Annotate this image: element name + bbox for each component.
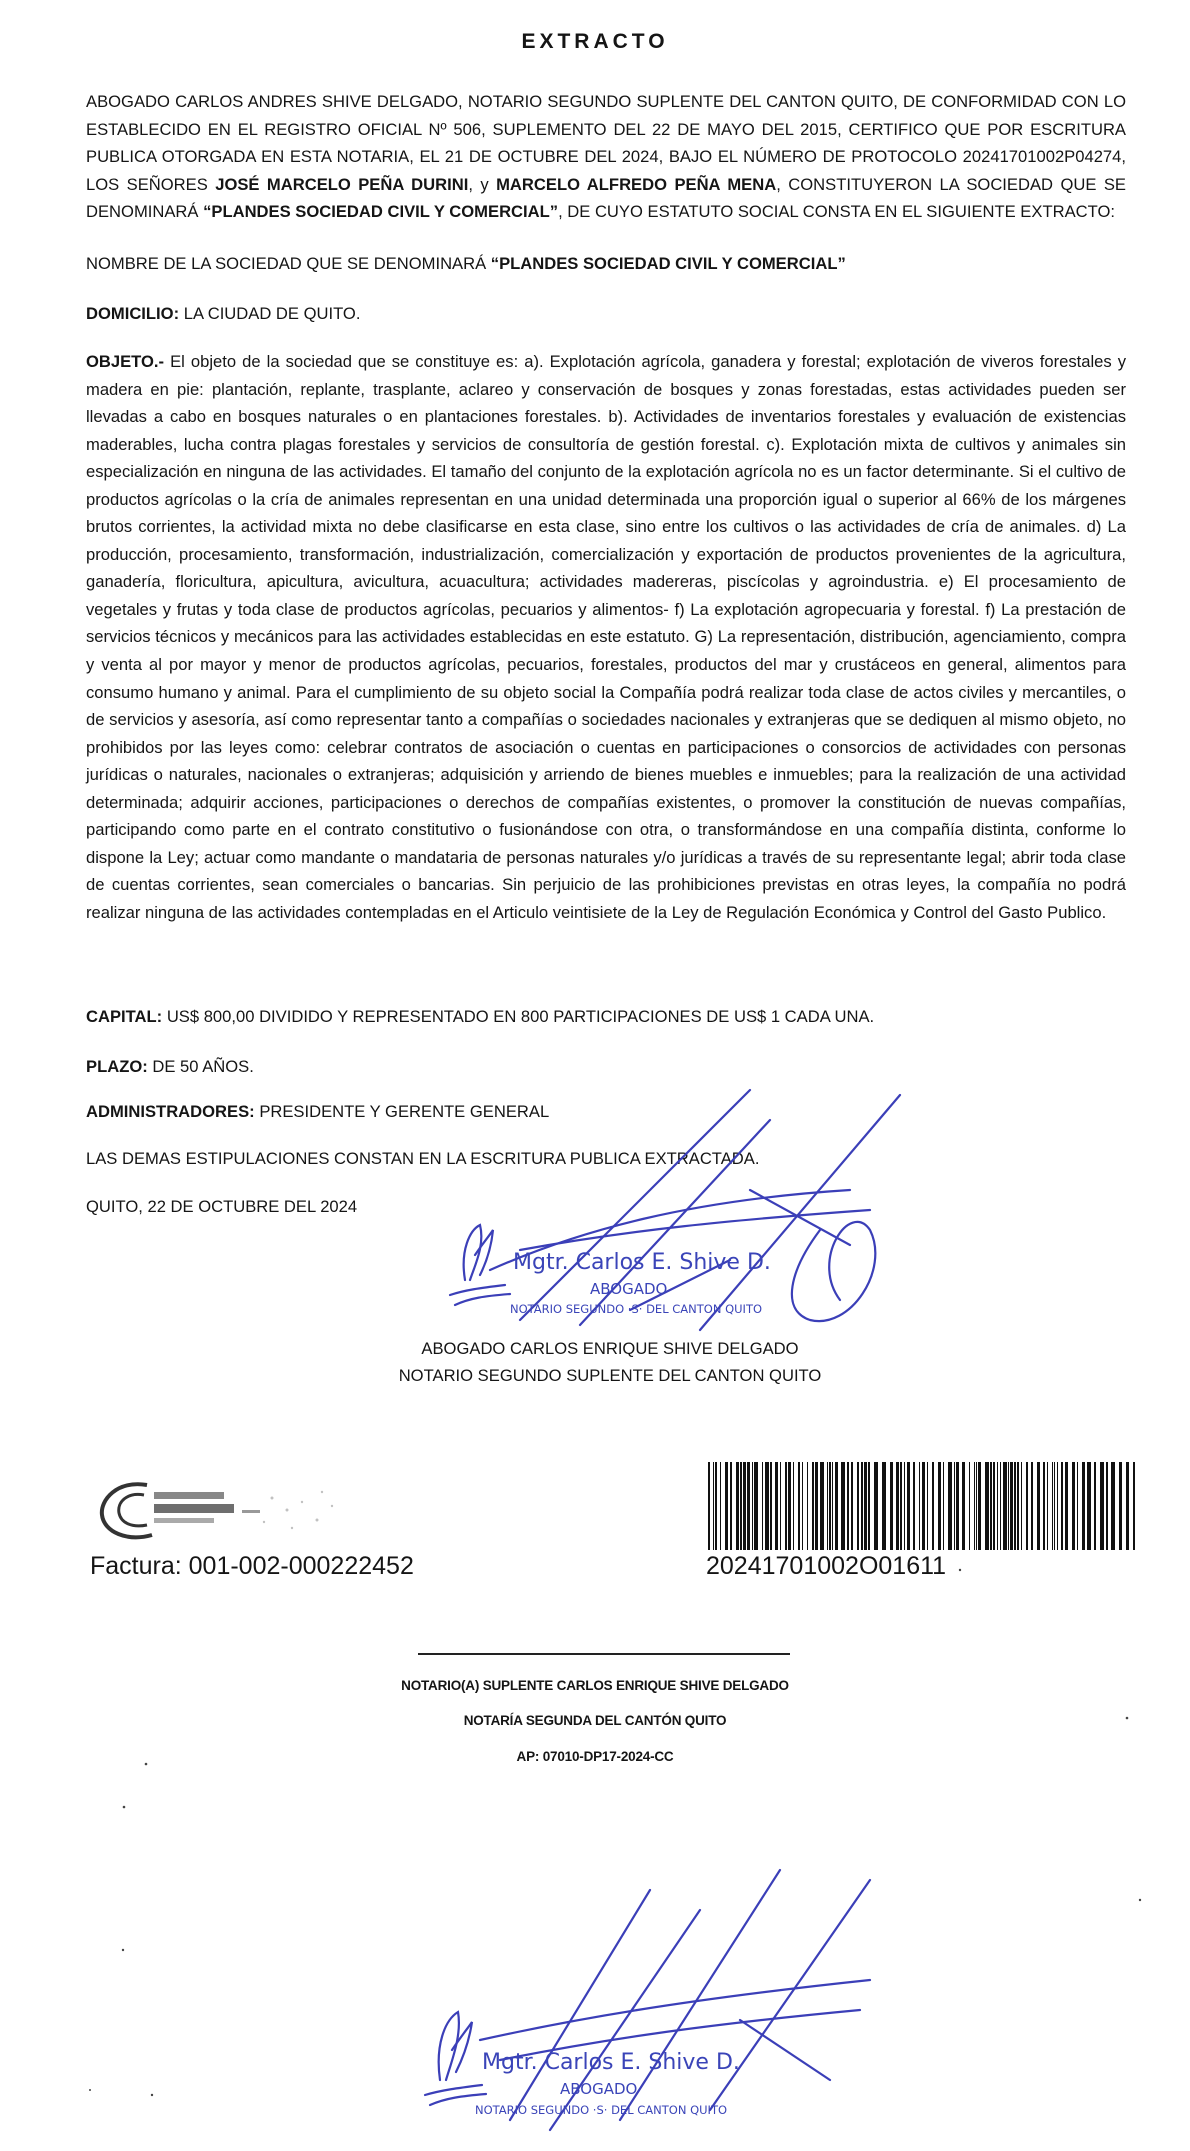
objeto-text: El objeto de la sociedad que se constituye es: a). Explotación agrícola, ganadera y forestal; explotación de viveros forestales y madera en pie: plantación, replante, trasplante, aclareo y conservación de bosques y zonas forestadas, estas actividades pueden ser llevadas a cabo en bosques naturales o en plantaciones forestales. b). Actividades de inventarios forestales y evaluación de existencias maderables, lucha contra plagas forestales y servicios de consultoría de gestión forestal. c). Explotación mixta de cultivos y animales sin especialización en ninguna de las actividades. El tamaño del conjunto de la explotación agrícola no es un factor determinante. Si el cultivo de productos agrícolas o la cría de animales representan en una unidad determinada una proporción igual o superior al 66% de los márgenes brutos corrientes, la actividad mixta no debe clasificarse en esta clase, sino entre los cultivos o las actividades de cría de animales. d) La producción, procesamiento, transformación, industrialización, comercialización y exportación de productos provenientes de la agricultura, ganadería, floricultura, apicultura, avicultura, acuacultura; actividades madereras, piscícolas y agroindustria. e) El procesamiento de vegetales y frutas y toda clase de productos agrícolas, pecuarios y alimentos- f) La explotación agropecuaria y forestal. f) La prestación de servicios técnicos y mecánicos para las actividades establecidas en este estatuto. G) La representación, distribución, agenciamiento, compra y venta al por mayor y menor de productos agrícolas, pecuarios, forestales, productos del mar y crustáceos en general, alimentos para consumo humano y animal. Para el cumplimiento de su objeto social la Compañía podrá realizar toda clase de actos civiles y mercantiles, o de servicios y asesoría, así como representar tanto a compañías o sociedades nacionales y extranjeras que se dediquen al mismo objeto, no prohibidos por las leyes como: celebrar contratos de asociación o cuentas en participaciones o consorcios de actividades con personas jurídicas o naturales, nacionales o extranjeras; adquisición y arriendo de bienes muebles e inmuebles; para la realización de una actividad determinada; adquirir acciones, participaciones o derechos de compañías existentes, o promover la constitución de nuevas compañías, participando como parte en el contrato constitutivo o fusionándose con otra, o transformándose en una compañía distinta, conforme lo dispone la Ley; actuar como mandante o mandataria de personas naturales y/o jurídicas a través de su representante legal; abrir toda clase de cuentas corrientes, sean comerciales o bancarias. Sin perjuicio de las prohibiciones previstas en otras leyes, la compañía no podrá realizar ninguna de las actividades contempladas en el Articulo veintisiete de la Ley de Regulación Económica y Control del Gasto Publico. (86, 352, 1126, 922)
domicilio-value: LA CIUDAD DE QUITO. (179, 304, 361, 323)
barcode-number: 20241701002O01611 (706, 1552, 947, 1580)
stamp-2-office: NOTARIO SEGUNDO ·S· DEL CANTON QUITO (475, 2103, 728, 2117)
intro-text-4: , DE CUYO ESTATUTO SOCIAL CONSTA EN EL SIGUIENTE EXTRACTO: (558, 202, 1115, 221)
signer-line-2: NOTARIO SEGUNDO SUPLENTE DEL CANTON QUITO (398, 1366, 822, 1385)
stamp-2-name: Mgtr. Carlos E. Shive D. (482, 2050, 740, 2075)
nombre-value: “PLANDES SOCIEDAD CIVIL Y COMERCIAL” (490, 254, 846, 273)
footer-line-2: NOTARÍA SEGUNDA DEL CANTÓN QUITO (463, 1713, 727, 1728)
intro-text-1: ABOGADO CARLOS ANDRES SHIVE DELGADO, NOTARIO SEGUNDO SUPLENTE DEL CANTON QUITO, DE CONFORMIDAD CON LO ESTABLECIDO EN EL REGISTRO OFICIAL Nº 506, SUPLEMENTO DEL 22 DE MAYO DEL 2015, CERTIFICO QUE POR ESCRITURA PUBLICA OTORGADA EN ESTA NOTARIA, EL 21 DE OCTUBRE DEL 2024, BAJO EL NÚMERO DE PROTOCOLO 20241701002P04274, LOS SEÑORES (86, 92, 1126, 194)
stamp-1-office: NOTARIO SEGUNDO ·S· DEL CANTON QUITO (510, 1302, 763, 1316)
intro-text-2: , y (468, 174, 497, 194)
domicilio-label: DOMICILIO: (86, 304, 180, 323)
administradores-label: ADMINISTRADORES: (86, 1102, 255, 1121)
objeto-label: OBJETO.- (86, 352, 165, 371)
document-title: EXTRACTO (521, 30, 669, 53)
partner-1: JOSÉ MARCELO PEÑA DURINI (215, 174, 469, 194)
stamp-1-role: ABOGADO (590, 1280, 668, 1298)
plazo-value: DE 50 AÑOS. (147, 1057, 254, 1076)
stamp-1-name: Mgtr. Carlos E. Shive D. (513, 1250, 771, 1275)
invoice-number: Factura: 001-002-000222452 (90, 1552, 414, 1580)
administradores-value: PRESIDENTE Y GERENTE GENERAL (254, 1102, 550, 1121)
footer-line-3: AP: 07010-DP17-2024-CC (516, 1749, 674, 1764)
intro-text-3: , CONSTITUYERON LA SOCIEDAD QUE SE DENOMINARÁ (86, 174, 1126, 221)
company-name: “PLANDES SOCIEDAD CIVIL Y COMERCIAL” (203, 202, 559, 221)
stamp-2-role: ABOGADO (560, 2080, 638, 2098)
partner-2: MARCELO ALFREDO PEÑA MENA (496, 174, 777, 194)
plazo-label: PLAZO: (86, 1057, 148, 1076)
footer-line-1: NOTARIO(A) SUPLENTE CARLOS ENRIQUE SHIVE DELGADO (401, 1678, 789, 1693)
nombre-label: NOMBRE DE LA SOCIEDAD QUE SE DENOMINARÁ (86, 254, 491, 273)
capital-label: CAPITAL: (86, 1007, 163, 1026)
demas-line: LAS DEMAS ESTIPULACIONES CONSTAN EN LA ESCRITURA PUBLICA EXTRACTADA. (86, 1149, 760, 1168)
signer-line-1: ABOGADO CARLOS ENRIQUE SHIVE DELGADO (421, 1339, 799, 1358)
date-line: QUITO, 22 DE OCTUBRE DEL 2024 (86, 1197, 358, 1216)
capital-value: US$ 800,00 DIVIDIDO Y REPRESENTADO EN 800 PARTICIPACIONES DE US$ 1 CADA UNA. (162, 1007, 875, 1026)
